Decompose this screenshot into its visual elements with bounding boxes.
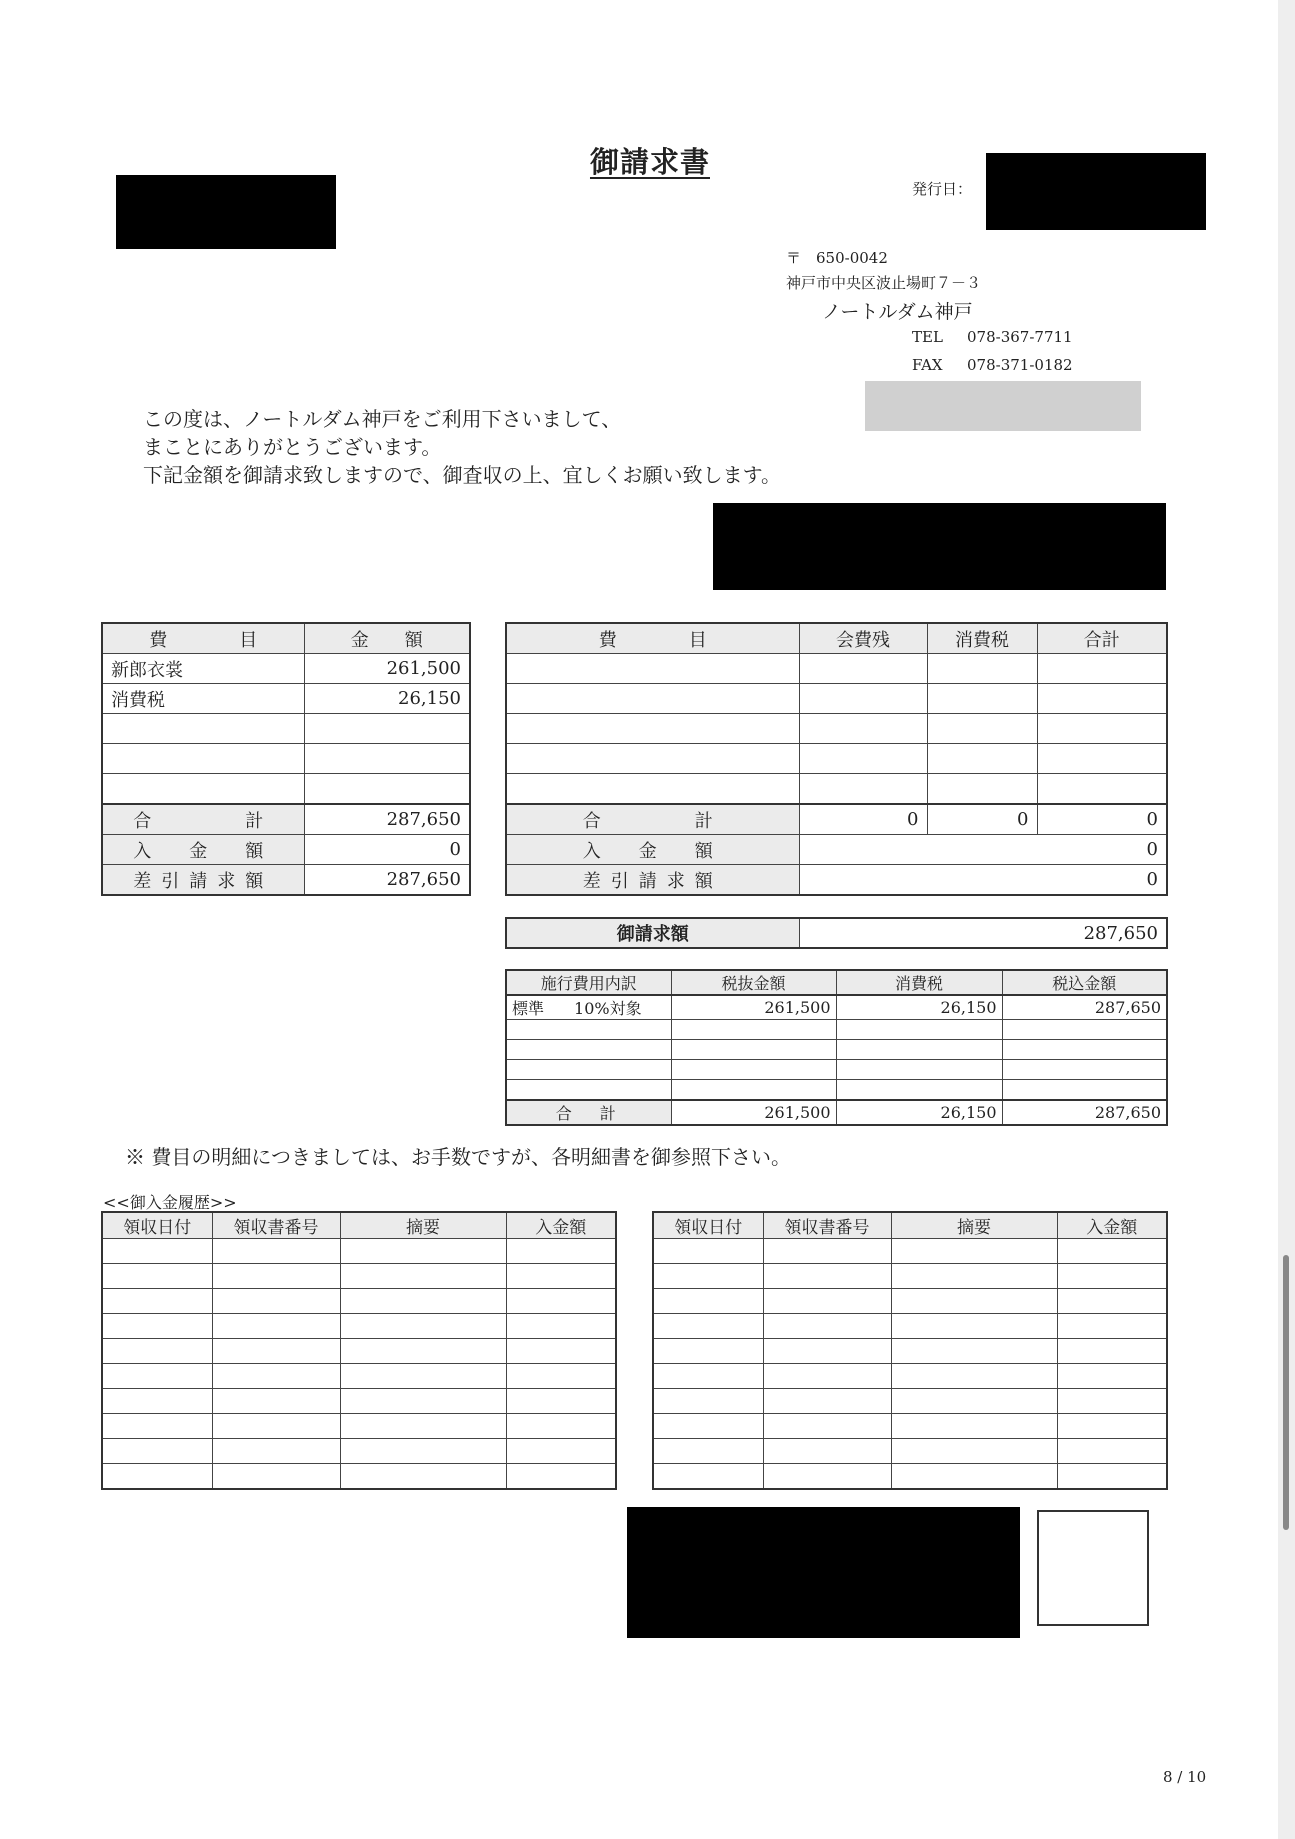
- stamp-box: [1037, 1510, 1149, 1626]
- header-description: 摘要: [340, 1212, 506, 1239]
- table-row: [506, 714, 1167, 744]
- table-row: [102, 684, 470, 714]
- table-row: [102, 654, 470, 684]
- table-row: [653, 1439, 1167, 1464]
- redacted-issue-date: [986, 153, 1206, 230]
- table-row: [102, 714, 470, 744]
- table-row: [102, 774, 470, 805]
- table-row: [506, 654, 1167, 684]
- row-category: 標準: [512, 999, 545, 1018]
- table-row: [653, 1464, 1167, 1490]
- scrollbar-thumb[interactable]: [1283, 1255, 1289, 1530]
- header-remaining: 会費残: [799, 623, 927, 654]
- grand-total-value: 287,650: [799, 918, 1167, 948]
- table-row: [506, 1080, 1167, 1101]
- table-row: [102, 1314, 616, 1339]
- issuer-address: 神戸市中央区波止場町７－３: [786, 274, 982, 292]
- balance-label: 差引請求額: [102, 865, 304, 896]
- issuer-postal: 〒 650-0042: [786, 249, 888, 267]
- balance-value: 287,650: [304, 865, 470, 896]
- table-row: [506, 1040, 1167, 1060]
- header-receipt-date: 領収日付: [653, 1212, 763, 1239]
- right-summary-table: [505, 622, 1168, 896]
- issuer-tel: 078-367-7711: [967, 328, 1073, 346]
- total-value: 287,650: [304, 804, 470, 835]
- table-row: [653, 1414, 1167, 1439]
- header-description: 摘要: [891, 1212, 1057, 1239]
- header-item: 費 目: [506, 623, 799, 654]
- header-taxincl: 税込金額: [1002, 970, 1167, 995]
- table-row: [102, 1339, 616, 1364]
- payment-history-label: <<御入金履歴>>: [103, 1193, 237, 1212]
- table-row: [102, 1239, 616, 1264]
- row-amount: [304, 744, 470, 774]
- header-receipt-number: 領収書番号: [763, 1212, 891, 1239]
- greeting-line-3: 下記金額を御請求致しますので、御査収の上、宜しくお願い致します。: [143, 463, 781, 487]
- issue-date-label: 発行日：: [912, 180, 973, 198]
- row-item: [102, 744, 304, 774]
- total-label: 合 計: [506, 804, 799, 835]
- table-row: [653, 1339, 1167, 1364]
- table-row: [102, 1364, 616, 1389]
- header-breakdown: 施行費用内訳: [506, 970, 671, 995]
- table-row: [653, 1289, 1167, 1314]
- total-tax: 0: [927, 804, 1037, 835]
- paid-label: 入 金 額: [102, 835, 304, 865]
- table-row: [102, 1464, 616, 1490]
- row-tax: 26,150: [836, 995, 1002, 1020]
- table-row: [506, 995, 1167, 1020]
- table-row: [653, 1239, 1167, 1264]
- table-row: [102, 1414, 616, 1439]
- row-item: [102, 774, 304, 805]
- header-pretax: 税抜金額: [671, 970, 836, 995]
- row-rate: 10%対象: [574, 999, 642, 1018]
- table-row: [506, 774, 1167, 805]
- grand-total-label: 御請求額: [506, 918, 799, 948]
- row-taxincl: 287,650: [1002, 995, 1167, 1020]
- breakdown-total-pretax: 261,500: [671, 1100, 836, 1125]
- table-row: [506, 1020, 1167, 1040]
- row-item: 消費税: [102, 684, 304, 714]
- breakdown-total-label: 合 計: [506, 1100, 671, 1125]
- table-row: [653, 1264, 1167, 1289]
- table-row: [506, 744, 1167, 774]
- header-receipt-date: 領収日付: [102, 1212, 212, 1239]
- header-total: 合計: [1037, 623, 1167, 654]
- row-amount: 26,150: [304, 684, 470, 714]
- header-tax: 消費税: [836, 970, 1002, 995]
- header-payment-amount: 入金額: [506, 1212, 616, 1239]
- row-amount: [304, 714, 470, 744]
- total-sum: 0: [1037, 804, 1167, 835]
- redacted-seal-area: [865, 381, 1141, 431]
- header-receipt-number: 領収書番号: [212, 1212, 340, 1239]
- payment-history-table-left: [101, 1211, 617, 1490]
- total-remaining: 0: [799, 804, 927, 835]
- redacted-recipient: [116, 175, 336, 249]
- total-label: 合 計: [102, 804, 304, 835]
- redacted-block: [713, 503, 1166, 590]
- table-row: [102, 1264, 616, 1289]
- table-row: [506, 1060, 1167, 1080]
- reference-note: ※ 費目の明細につきましては、お手数ですが、各明細書を御参照下さい。: [125, 1145, 791, 1169]
- row-amount: 261,500: [304, 654, 470, 684]
- document-title: 御請求書: [589, 145, 710, 179]
- breakdown-total-tax: 26,150: [836, 1100, 1002, 1125]
- table-row: [653, 1389, 1167, 1414]
- row-label: [506, 995, 671, 1020]
- row-amount: [304, 774, 470, 805]
- redacted-bank-info: [627, 1507, 1020, 1638]
- page-number: 8 / 10: [1163, 1768, 1207, 1786]
- row-pretax: 261,500: [671, 995, 836, 1020]
- payment-history-table-right: [652, 1211, 1168, 1490]
- tax-breakdown-table: [505, 969, 1168, 1126]
- issuer-name: ノートルダム神戸: [822, 301, 973, 323]
- table-row: [102, 1439, 616, 1464]
- header-tax: 消費税: [927, 623, 1037, 654]
- table-row: [102, 1389, 616, 1414]
- table-row: [653, 1314, 1167, 1339]
- greeting-line-1: この度は、ノートルダム神戸をご利用下さいまして、: [143, 407, 622, 431]
- table-row: [102, 1289, 616, 1314]
- issuer-fax: 078-371-0182: [967, 356, 1073, 374]
- paid-value: 0: [799, 835, 1167, 865]
- balance-value: 0: [799, 865, 1167, 896]
- paid-label: 入 金 額: [506, 835, 799, 865]
- header-amount: 金 額: [304, 623, 470, 654]
- table-row: [102, 744, 470, 774]
- breakdown-total-taxincl: 287,650: [1002, 1100, 1167, 1125]
- issuer-tel-label: TEL: [912, 328, 943, 346]
- vertical-scrollbar[interactable]: [1278, 0, 1295, 1839]
- row-item: [102, 714, 304, 744]
- grand-total-table: [505, 917, 1168, 949]
- left-summary-table: [101, 622, 471, 896]
- row-item: 新郎衣裳: [102, 654, 304, 684]
- greeting-line-2: まことにありがとうございます。: [143, 435, 442, 459]
- greeting-text: [143, 405, 781, 489]
- balance-label: 差引請求額: [506, 865, 799, 896]
- header-payment-amount: 入金額: [1057, 1212, 1167, 1239]
- issuer-fax-label: FAX: [912, 356, 943, 374]
- table-row: [506, 684, 1167, 714]
- table-row: [653, 1364, 1167, 1389]
- header-item: 費 目: [102, 623, 304, 654]
- paid-value: 0: [304, 835, 470, 865]
